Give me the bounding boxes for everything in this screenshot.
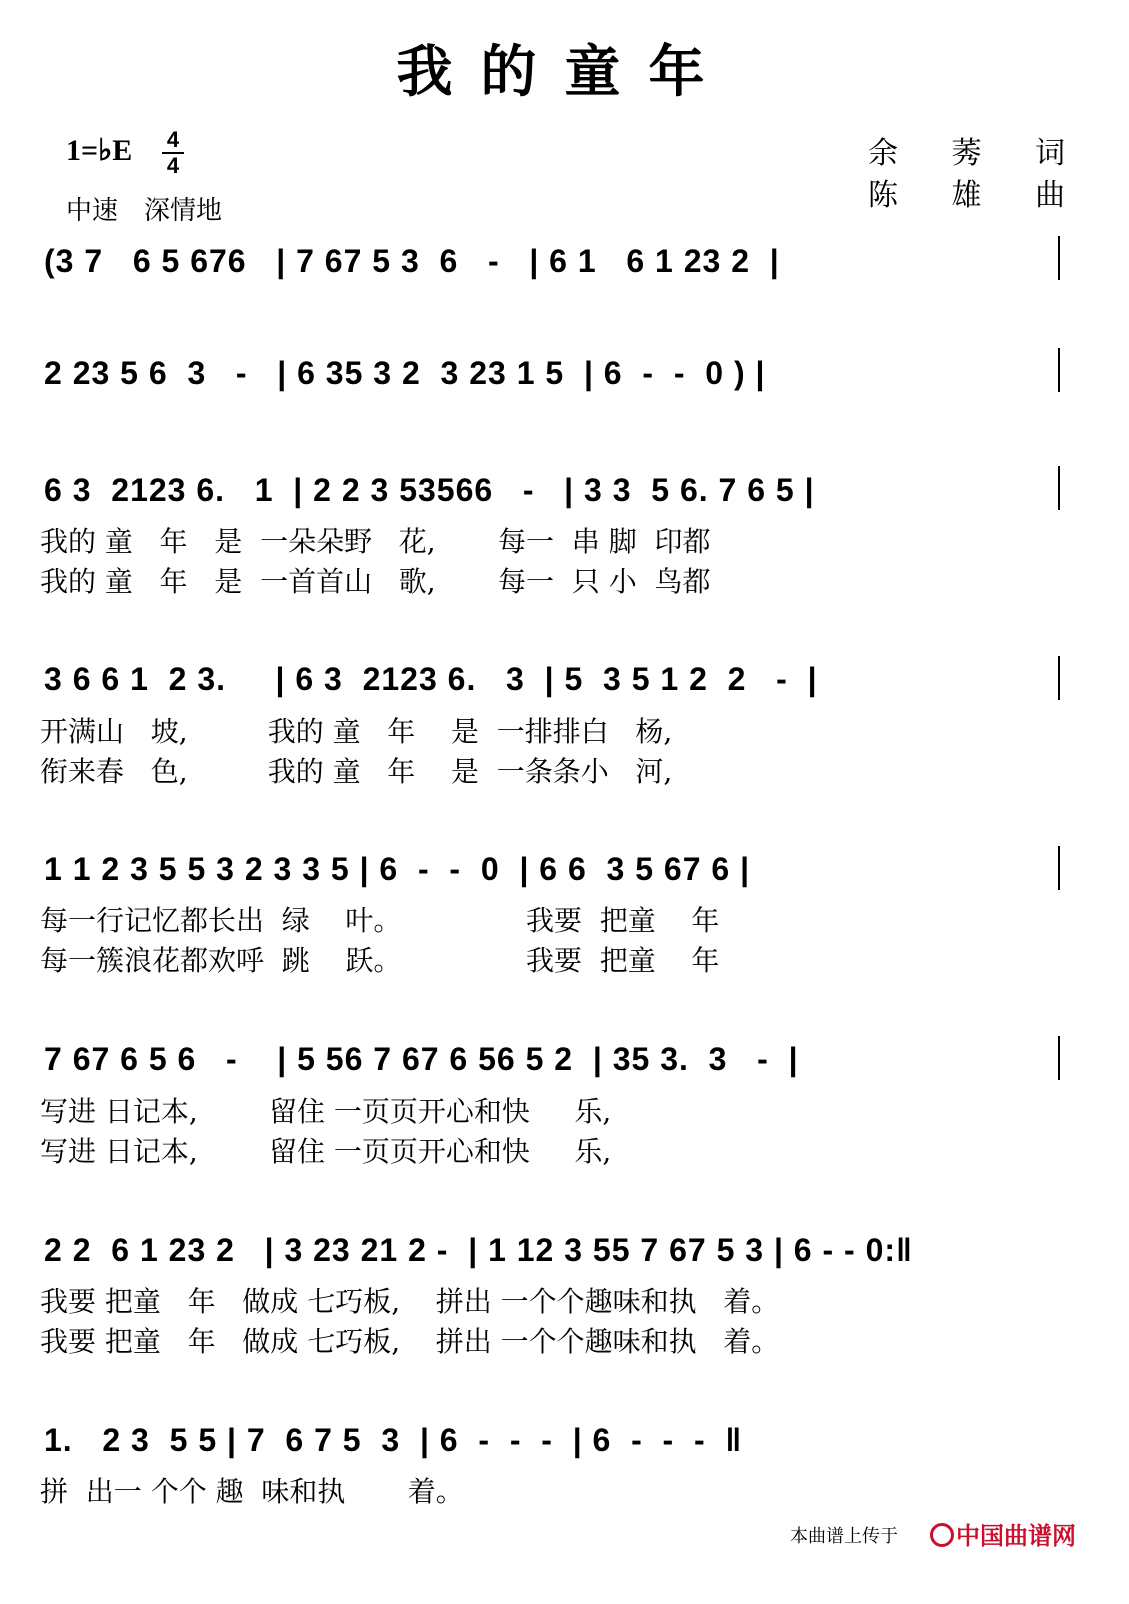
lyric-line-5-verse-2: 每一簇浪花都欢呼 跳 跃。 我要 把童 年 [40, 944, 720, 977]
meter-top: 4 [166, 127, 180, 152]
lyric-line-4-verse-2: 衔来春 色, 我的 童 年 是 一条条小 河, [40, 755, 673, 788]
key-signature: 1=♭E [66, 134, 133, 167]
barline [1058, 236, 1060, 280]
tempo-marking: 中速 深情地 [66, 196, 223, 226]
barline [1058, 466, 1060, 510]
meter-bottom: 4 [162, 152, 184, 178]
notation-line-4: 3 6 6 1 2 3. | 6 3 2123 6. 3 | 5 3 5 1 2 2 - | [44, 661, 818, 697]
lyric-line-8: 拼 出一 个个 趣 味和执 着。 [40, 1475, 464, 1508]
barline [1058, 656, 1060, 700]
notation-line-7: 2 2 6 1 23 2 | 3 23 21 2 - | 1 12 3 55 7 67 5 3 | 6 - - 0:‖ [44, 1232, 913, 1268]
site-logo-text: 中国曲谱网 [956, 1522, 1076, 1550]
notation-line-8: 1. 2 3 5 5 | 7 6 7 5 3 | 6 - - - | 6 - - - ‖ [44, 1422, 743, 1458]
song-title: 我的童年 [396, 39, 733, 105]
lyric-line-5-verse-1: 每一行记忆都长出 绿 叶。 我要 把童 年 [40, 904, 720, 937]
barline [1058, 846, 1060, 890]
lyric-line-7-verse-2: 我要 把童 年 做成 七巧板, 拼出 一个个趣味和执 着。 [40, 1325, 780, 1358]
barline [1058, 1036, 1060, 1080]
lyric-line-3-verse-1: 我的 童 年 是 一朵朵野 花, 每一 串 脚 印都 [40, 525, 711, 558]
notation-line-6: 7 67 6 5 6 - | 5 56 7 67 6 56 5 2 | 35 3. 3 - | [44, 1041, 799, 1077]
time-signature [162, 128, 184, 178]
site-logo [930, 1516, 1076, 1551]
notation-line-3: 6 3 2123 6. 1 | 2 2 3 53566 - | 3 3 5 6. 7 6 5 | [44, 472, 815, 508]
lyric-line-6-verse-2: 写进 日记本, 留住 一页页开心和快 乐, [40, 1135, 612, 1168]
site-logo-icon [930, 1523, 954, 1547]
notation-line-2: 2 23 5 6 3 - | 6 35 3 2 3 23 1 5 | 6 - - 0 ) | [44, 355, 766, 391]
composer-credit: 陈 雄 曲 [868, 178, 1088, 213]
barline [1058, 348, 1060, 392]
lyric-line-4-verse-1: 开满山 坡, 我的 童 年 是 一排排白 杨, [40, 715, 673, 748]
lyric-line-6-verse-1: 写进 日记本, 留住 一页页开心和快 乐, [40, 1095, 612, 1128]
notation-line-1: (3 7 6 5 676 | 7 67 5 3 6 - | 6 1 6 1 23 2 | [44, 243, 780, 279]
upload-note: 本曲谱上传于 [790, 1526, 898, 1547]
lyric-line-7-verse-1: 我要 把童 年 做成 七巧板, 拼出 一个个趣味和执 着。 [40, 1285, 780, 1318]
lyricist-credit: 余 莠 词 [868, 136, 1088, 171]
lyric-line-3-verse-2: 我的 童 年 是 一首首山 歌, 每一 只 小 鸟都 [40, 565, 711, 598]
notation-line-5: 1 1 2 3 5 5 3 2 3 3 5 | 6 - - 0 | 6 6 3 5 67 6 | [44, 851, 751, 887]
